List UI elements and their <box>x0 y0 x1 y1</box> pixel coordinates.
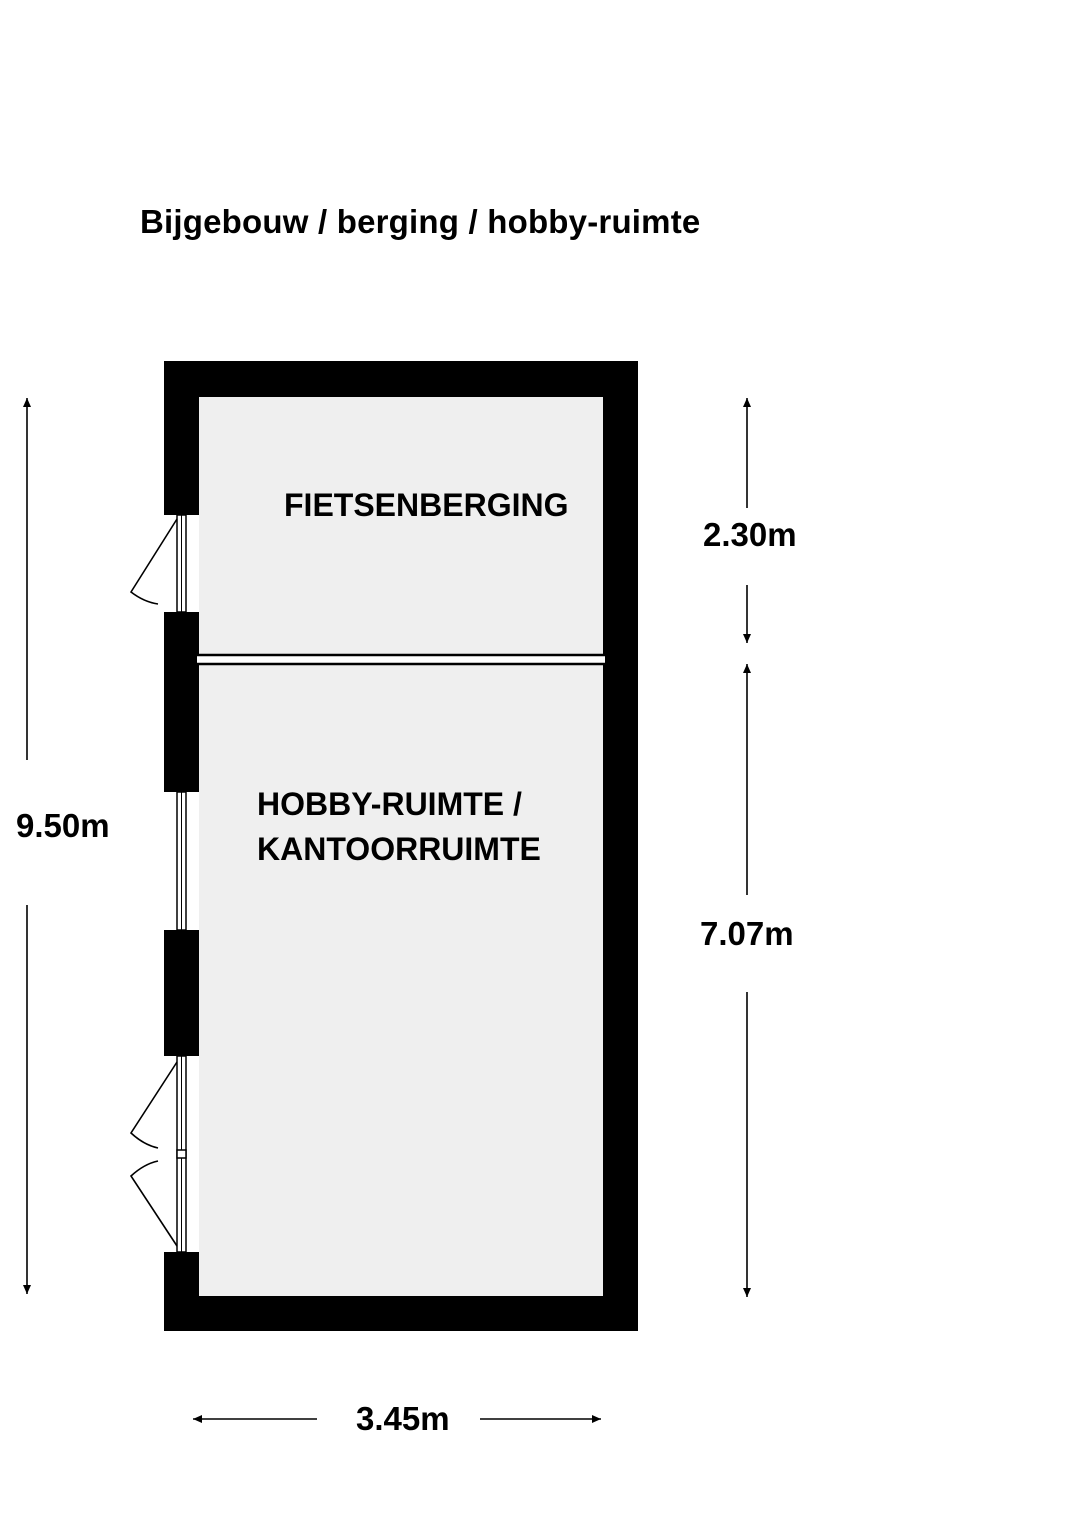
wall-left-segment <box>164 361 199 515</box>
wall-left-segment <box>164 612 199 792</box>
dimension-label-total-height: 9.50m <box>16 807 110 844</box>
dimension-total-height <box>16 398 110 1294</box>
room-label-hobby-line2: KANTOORRUIMTE <box>257 831 541 867</box>
plan-title: Bijgebouw / berging / hobby-ruimte <box>140 203 701 240</box>
partition-wall <box>197 654 605 665</box>
dimension-label-top-height: 2.30m <box>703 516 797 553</box>
dimension-label-bottom-height: 7.07m <box>700 915 794 952</box>
dimension-top-height <box>703 398 797 643</box>
wall-left-segment <box>164 1252 199 1331</box>
dimension-bottom-height <box>700 664 794 1297</box>
wall-left-segment <box>164 930 199 1056</box>
wall-right <box>603 361 638 1331</box>
room-label-hobby-line1: HOBBY-RUIMTE / <box>257 786 522 822</box>
dimension-width <box>193 1400 601 1437</box>
wall-bottom <box>164 1296 638 1331</box>
room-label-fietsenberging: FIETSENBERGING <box>284 487 569 523</box>
dimension-label-width: 3.45m <box>356 1400 450 1437</box>
wall-top <box>164 361 638 397</box>
